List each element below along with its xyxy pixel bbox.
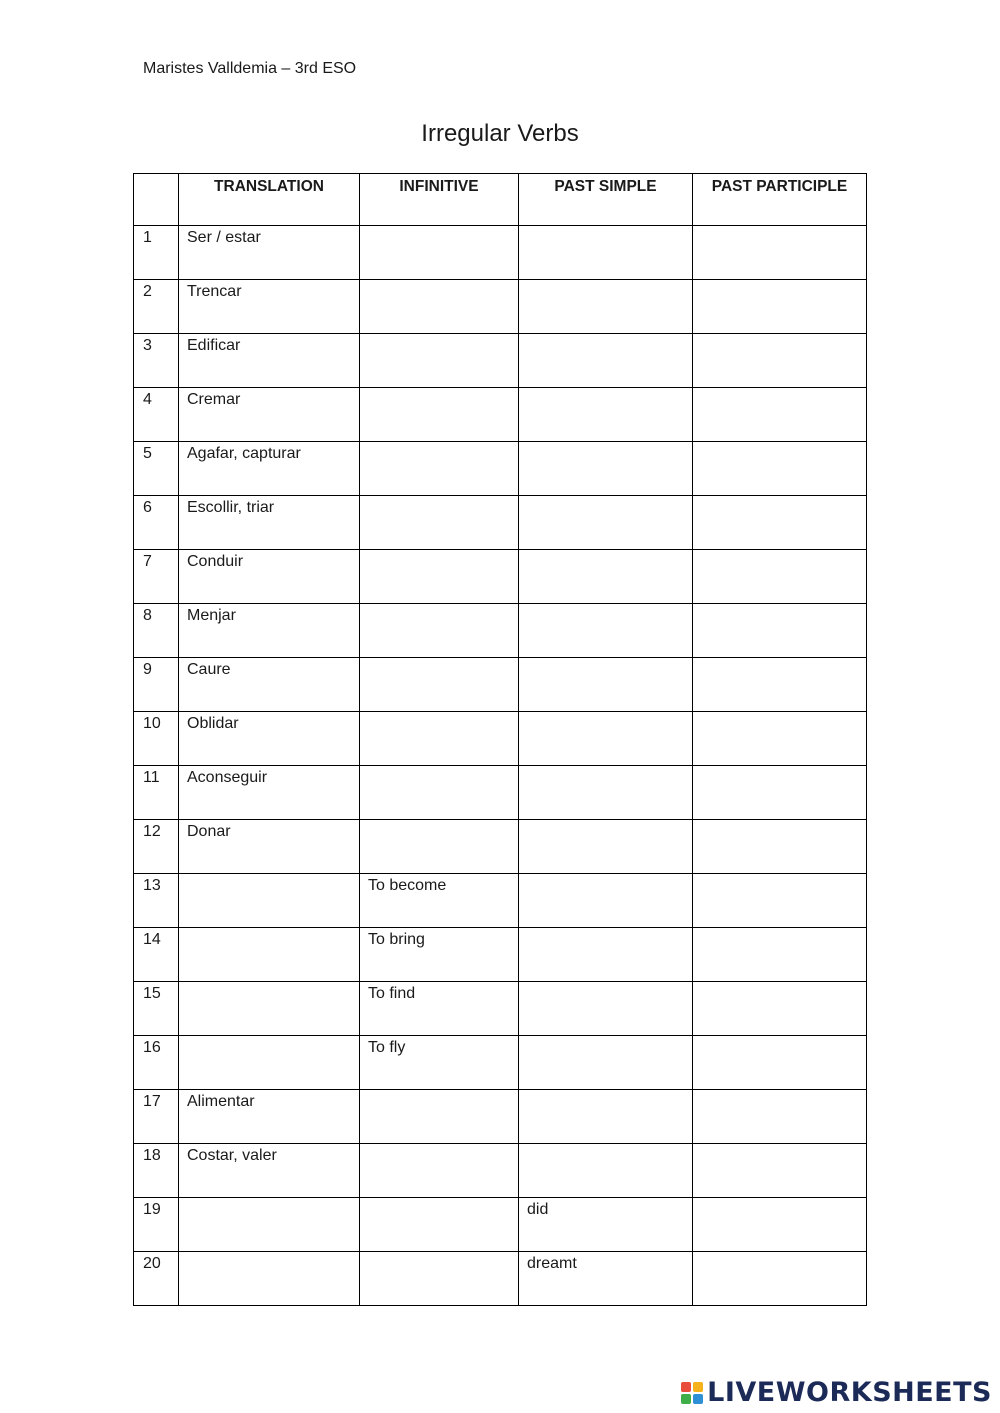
translation-cell: Escollir, triar: [179, 496, 360, 550]
infinitive-cell[interactable]: [360, 1198, 519, 1252]
infinitive-cell[interactable]: [360, 1144, 519, 1198]
column-header-infinitive: INFINITIVE: [360, 174, 519, 226]
column-header-past-participle: PAST PARTICIPLE: [693, 174, 867, 226]
past-participle-cell[interactable]: [693, 712, 867, 766]
past-participle-cell[interactable]: [693, 280, 867, 334]
translation-cell: Donar: [179, 820, 360, 874]
past-participle-cell[interactable]: [693, 766, 867, 820]
row-number: 11: [134, 766, 179, 820]
past-participle-cell[interactable]: [693, 874, 867, 928]
table-row: [134, 712, 867, 766]
brand-square-red: [681, 1382, 691, 1392]
past-participle-cell[interactable]: [693, 442, 867, 496]
past-simple-cell[interactable]: [519, 1036, 693, 1090]
infinitive-cell[interactable]: [360, 1252, 519, 1306]
table-row: [134, 550, 867, 604]
past-simple-cell[interactable]: [519, 604, 693, 658]
past-simple-cell[interactable]: [519, 658, 693, 712]
table-row: [134, 1198, 867, 1252]
infinitive-cell[interactable]: [360, 658, 519, 712]
row-number: 10: [134, 712, 179, 766]
past-participle-cell[interactable]: [693, 550, 867, 604]
table-row: [134, 982, 867, 1036]
row-number: 1: [134, 226, 179, 280]
liveworksheets-logo: [681, 1377, 992, 1408]
translation-cell: Caure: [179, 658, 360, 712]
row-number: 13: [134, 874, 179, 928]
past-simple-cell[interactable]: [519, 766, 693, 820]
translation-cell: Cremar: [179, 388, 360, 442]
table-row: [134, 928, 867, 982]
table-row: [134, 334, 867, 388]
past-simple-cell[interactable]: [519, 280, 693, 334]
table-row: [134, 226, 867, 280]
past-participle-cell[interactable]: [693, 1198, 867, 1252]
row-number: 3: [134, 334, 179, 388]
infinitive-cell[interactable]: [360, 1090, 519, 1144]
past-participle-cell[interactable]: [693, 1144, 867, 1198]
row-number: 12: [134, 820, 179, 874]
table-row: [134, 820, 867, 874]
translation-cell[interactable]: [179, 1198, 360, 1252]
infinitive-cell[interactable]: [360, 442, 519, 496]
table-row: [134, 604, 867, 658]
past-simple-cell[interactable]: [519, 874, 693, 928]
column-header-number: [134, 174, 179, 226]
brand-grid-icon: [681, 1382, 703, 1404]
past-participle-cell[interactable]: [693, 334, 867, 388]
table-row: [134, 388, 867, 442]
school-header: Maristes Valldemia – 3rd ESO: [143, 60, 357, 77]
translation-cell: Oblidar: [179, 712, 360, 766]
infinitive-cell[interactable]: [360, 820, 519, 874]
table-header-row: [134, 174, 867, 226]
brand-square-blue: [693, 1394, 703, 1404]
table-row: [134, 1090, 867, 1144]
row-number: 17: [134, 1090, 179, 1144]
infinitive-cell[interactable]: [360, 604, 519, 658]
table-row: [134, 1252, 867, 1306]
translation-cell[interactable]: [179, 982, 360, 1036]
row-number: 15: [134, 982, 179, 1036]
infinitive-cell[interactable]: [360, 496, 519, 550]
brand-square-yellow: [693, 1382, 703, 1392]
page-title: Irregular Verbs: [421, 120, 579, 147]
past-participle-cell[interactable]: [693, 820, 867, 874]
infinitive-cell: To bring: [360, 928, 519, 982]
past-simple-cell: did: [519, 1198, 693, 1252]
past-simple-cell[interactable]: [519, 712, 693, 766]
row-number: 8: [134, 604, 179, 658]
table-row: [134, 280, 867, 334]
row-number: 14: [134, 928, 179, 982]
row-number: 19: [134, 1198, 179, 1252]
row-number: 20: [134, 1252, 179, 1306]
translation-cell: Ser / estar: [179, 226, 360, 280]
past-participle-cell[interactable]: [693, 658, 867, 712]
past-simple-cell[interactable]: [519, 442, 693, 496]
translation-cell[interactable]: [179, 1252, 360, 1306]
past-participle-cell[interactable]: [693, 388, 867, 442]
translation-cell[interactable]: [179, 1036, 360, 1090]
table-row: [134, 766, 867, 820]
past-simple-cell[interactable]: [519, 388, 693, 442]
past-participle-cell[interactable]: [693, 928, 867, 982]
column-header-past-simple: PAST SIMPLE: [519, 174, 693, 226]
past-participle-cell[interactable]: [693, 496, 867, 550]
past-simple-cell[interactable]: [519, 334, 693, 388]
translation-cell: Trencar: [179, 280, 360, 334]
row-number: 9: [134, 658, 179, 712]
row-number: 7: [134, 550, 179, 604]
translation-cell: Edificar: [179, 334, 360, 388]
past-simple-cell[interactable]: [519, 226, 693, 280]
table-row: [134, 496, 867, 550]
translation-cell: Conduir: [179, 550, 360, 604]
table-row: [134, 874, 867, 928]
past-simple-cell[interactable]: [519, 496, 693, 550]
infinitive-cell[interactable]: [360, 388, 519, 442]
infinitive-cell: To become: [360, 874, 519, 928]
infinitive-cell[interactable]: [360, 550, 519, 604]
translation-cell: Alimentar: [179, 1090, 360, 1144]
translation-cell: Costar, valer: [179, 1144, 360, 1198]
past-simple-cell[interactable]: [519, 1090, 693, 1144]
table-row: [134, 442, 867, 496]
row-number: 5: [134, 442, 179, 496]
past-participle-cell[interactable]: [693, 1252, 867, 1306]
row-number: 6: [134, 496, 179, 550]
brand-wordmark: LIVEWORKSHEETS: [707, 1377, 992, 1408]
row-number: 2: [134, 280, 179, 334]
past-simple-cell[interactable]: [519, 928, 693, 982]
infinitive-cell[interactable]: [360, 334, 519, 388]
infinitive-cell: To fly: [360, 1036, 519, 1090]
translation-cell[interactable]: [179, 928, 360, 982]
past-participle-cell[interactable]: [693, 982, 867, 1036]
translation-cell: Aconseguir: [179, 766, 360, 820]
table-row: [134, 1144, 867, 1198]
irregular-verbs-table: [133, 173, 867, 1306]
infinitive-cell[interactable]: [360, 226, 519, 280]
infinitive-cell[interactable]: [360, 766, 519, 820]
table-row: [134, 1036, 867, 1090]
translation-cell: Agafar, capturar: [179, 442, 360, 496]
row-number: 16: [134, 1036, 179, 1090]
translation-cell: Menjar: [179, 604, 360, 658]
past-simple-cell[interactable]: [519, 820, 693, 874]
translation-cell[interactable]: [179, 874, 360, 928]
infinitive-cell: To find: [360, 982, 519, 1036]
past-simple-cell[interactable]: [519, 982, 693, 1036]
row-number: 18: [134, 1144, 179, 1198]
past-simple-cell: dreamt: [519, 1252, 693, 1306]
row-number: 4: [134, 388, 179, 442]
past-simple-cell[interactable]: [519, 550, 693, 604]
past-simple-cell[interactable]: [519, 1144, 693, 1198]
past-participle-cell[interactable]: [693, 1036, 867, 1090]
past-participle-cell[interactable]: [693, 1090, 867, 1144]
infinitive-cell[interactable]: [360, 712, 519, 766]
infinitive-cell[interactable]: [360, 280, 519, 334]
column-header-translation: TRANSLATION: [179, 174, 360, 226]
brand-square-green: [681, 1394, 691, 1404]
table-row: [134, 658, 867, 712]
past-participle-cell[interactable]: [693, 604, 867, 658]
past-participle-cell[interactable]: [693, 226, 867, 280]
